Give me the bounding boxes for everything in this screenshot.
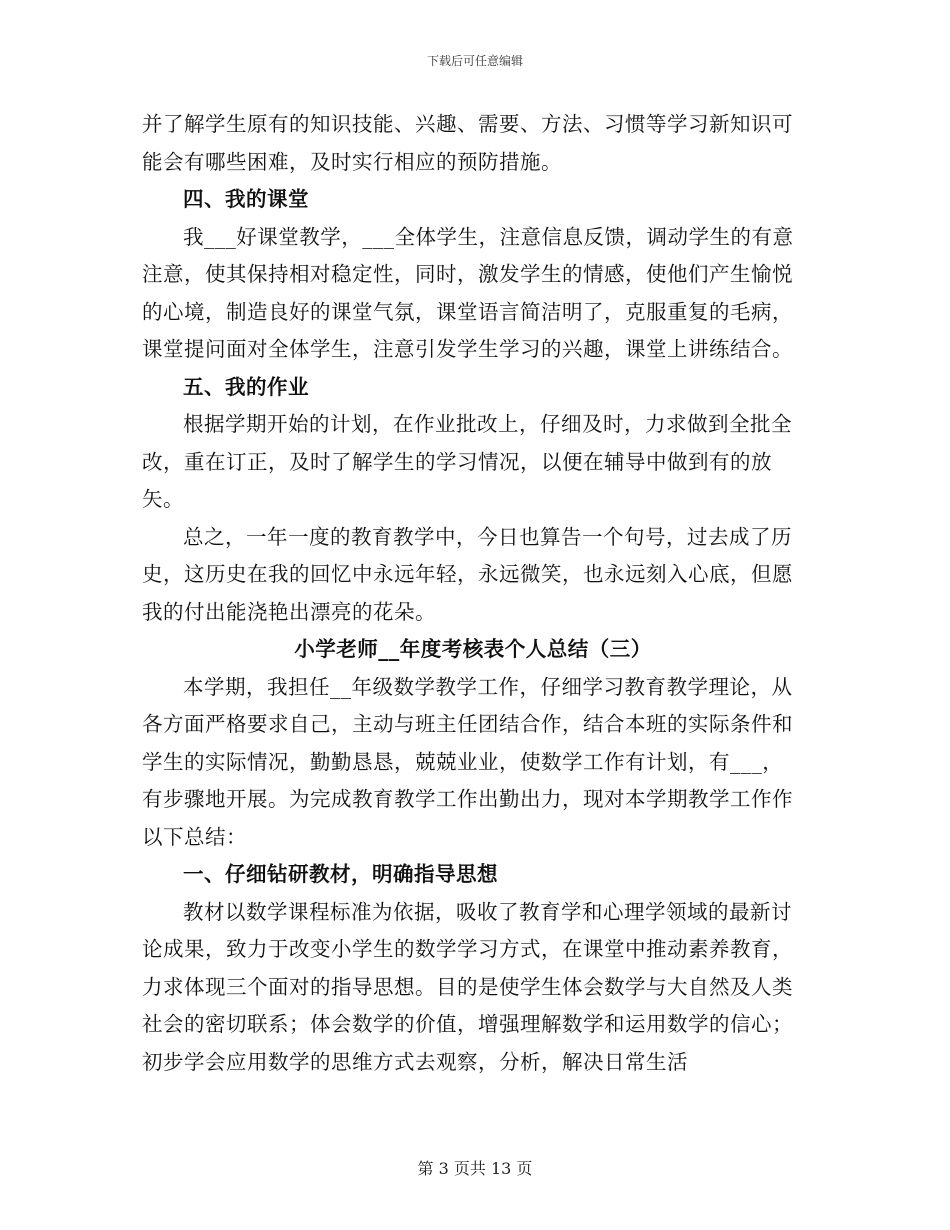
- document-body: [142, 106, 804, 1081]
- document-title: 小学老师__年度考核表个人总结（三）: [294, 637, 652, 661]
- paragraph-continuation: 并了解学生原有的知识技能、兴趣、需要、方法、习惯等学习新知识可能会有哪些困难，及时实行相应的预防措施。: [142, 112, 793, 174]
- paragraph-homework: 根据学期开始的计划，在作业批改上，仔细及时，力求做到全批全改，重在订正，及时了解学生的学习情况，以便在辅导中做到有的放矢。: [142, 412, 792, 511]
- paragraph-classroom: 我___好课堂教学，___全体学生，注意信息反馈，调动学生的有意注意，使其保持相对稳定性，同时，激发学生的情感，使他们产生愉悦的心境，制造良好的课堂气氛，课堂语言简洁明了，克服重复的毛病，课堂提问面对全体学生，注意引发学生学习的兴趣，课堂上讲练结合。: [142, 224, 794, 361]
- section-heading-5: 五、我的作业: [183, 374, 309, 399]
- paragraph-conclusion: 总之，一年一度的教育教学中，今日也算告一个句号，过去成了历史，这历史在我的回忆中永远年轻，永远微笑，也永远刻入心底，但愿我的付出能浇艳出漂亮的花朵。: [142, 524, 793, 624]
- page-header: 下载后可任意编辑: [426, 54, 523, 68]
- section-heading-1: 一、仔细钻研教材，明确指导思想: [183, 862, 498, 886]
- paragraph-intro: 本学期，我担任__年级数学教学工作，仔细学习教育教学理论，从各方面严格要求自己，主动与班主任团结合作，结合本班的实际条件和学生的实际情况，勤勤恳恳，兢兢业业，使数学工作有计划，有___，有步骤地开展。为完成教育教学工作出勤出力，现对本学期教学工作作以下总结：: [142, 674, 793, 849]
- section-heading-4: 四、我的课堂: [183, 187, 309, 211]
- paragraph-textbook: 教材以数学课程标准为依据，吸收了教育学和心理学领域的最新讨论成果，致力于改变小学生的数学学习方式，在课堂中推动素养教育，力求体现三个面对的指导思想。目的是使学生体会数学与大自然及人类社会的密切联系；体会数学的价值，增强理解数学和运用数学的信心；初步学会应用数学的思维方式去观察，分析，解决日常生活: [142, 899, 793, 1074]
- page-footer: 第 3 页共 13 页: [417, 1159, 533, 1178]
